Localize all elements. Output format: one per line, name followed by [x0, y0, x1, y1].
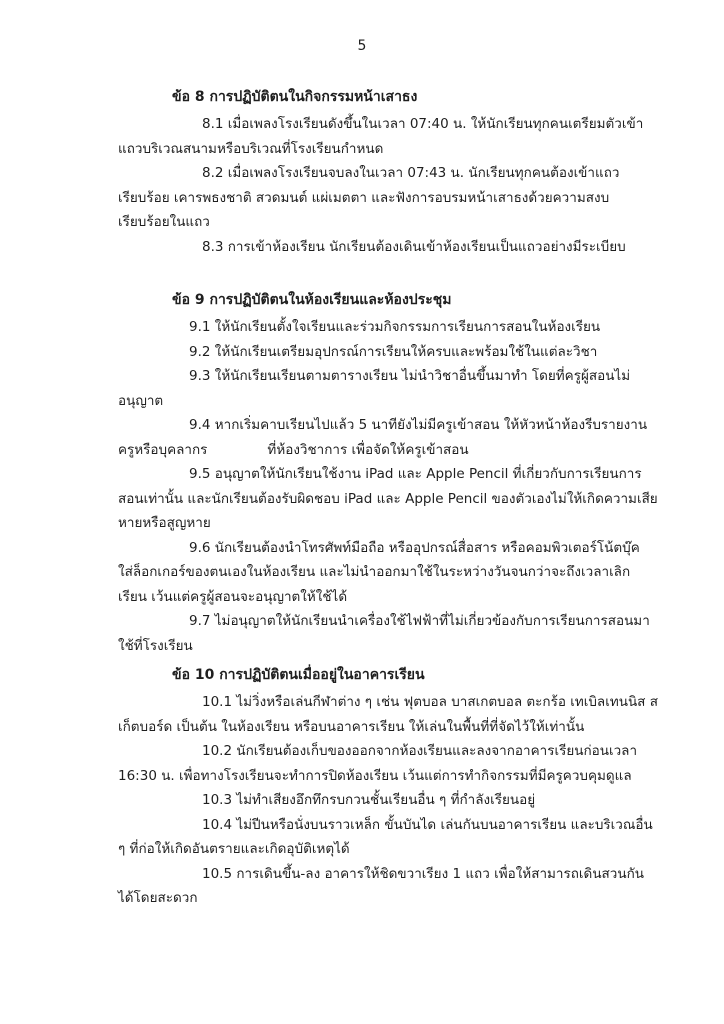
paragraph-9-4-text: 9.4 หากเริ่มคาบเรียนไปแล้ว 5 นาทียังไม่มีครูเข้าสอน ให้หัวหน้าห้องรีบรายงานครูหรือบุคลากร — [118, 417, 648, 458]
section-8 — [118, 86, 658, 259]
paragraph-10-2: 10.2 นักเรียนต้องเก็บของออกจากห้องเรียนและลงจากอาคารเรียนก่อนเวลา 16:30 น. เพื่อทางโรงเรียนจะทำการปิดห้องเรียน เว้นแต่การทำกิจกรรมที่มีครูควบคุมดูแล — [118, 743, 638, 784]
section-title: ข้อ 9 การปฏิบัติตนในห้องเรียนและห้องประชุม — [172, 292, 452, 308]
section-9 — [118, 289, 658, 658]
paragraph-10-1: 10.1 ไม่วิ่งหรือเล่นกีฬาต่าง ๆ เช่น ฟุตบอล บาสเกตบอล ตะกร้อ เทเบิลเทนนิส สเก็ตบอร์ด เป็นต้น ในห้องเรียน หรือบนอาคารเรียน ให้เล่นในพื้นที่ที่จัดไว้ให้เท่านั้น — [118, 694, 658, 735]
document-body — [118, 86, 658, 941]
paragraph-9-5: 9.5 อนุญาตให้นักเรียนใช้งาน iPad และ Apple Pencil ที่เกี่ยวกับการเรียนการสอนเท่านั้น และนักเรียนต้องรับผิดชอบ iPad และ Apple Pencil ของตัวเองไม่ให้เกิดความเสียหายหรือสูญหาย — [118, 466, 658, 531]
paragraph-9-6: 9.6 นักเรียนต้องนำโทรศัพท์มือถือ หรืออุปกรณ์สื่อสาร หรือคอมพิวเตอร์โน้ตบุ๊ค ใส่ล็อกเกอร์ของตนเองในห้องเรียน และไม่นำออกมาใช้ในระหว่างวันจนกว่าจะถึงเวลาเลิกเรียน เว้นแต่ครูผู้สอนจะอนุญาตให้ใช้ได้ — [118, 539, 640, 605]
paragraph-8-1: 8.1 เมื่อเพลงโรงเรียนดังขึ้นในเวลา 07:40 น. ให้นักเรียนทุกคนเตรียมตัวเข้าแถวบริเวณสนามหรือบริเวณที่โรงเรียนกำหนด — [118, 116, 644, 157]
paragraph-9-1: 9.1 ให้นักเรียนตั้งใจเรียนและร่วมกิจกรรมการเรียนการสอนในห้องเรียน — [189, 319, 601, 335]
paragraph-9-4 — [118, 413, 658, 462]
paragraph-10-5: 10.5 การเดินขึ้น-ลง อาคารให้ชิดขวาเรียง 1 แถว เพื่อให้สามารถเดินสวนกันได้โดยสะดวก — [118, 865, 644, 906]
section-title: ข้อ 8 การปฏิบัติตนในกิจกรรมหน้าเสาธง — [172, 89, 418, 105]
paragraph-9-4-tail: ที่ห้องวิชาการ เพื่อจัดให้ครูเข้าสอน — [267, 441, 469, 458]
paragraph-8-2: 8.2 เมื่อเพลงโรงเรียนจบลงในเวลา 07:43 น. นักเรียนทุกคนต้องเข้าแถวเรียบร้อย เคารพธงชาติ สวดมนต์ แผ่เมตตา และฟังการอบรมหน้าเสาธงด้วยความสงบเรียบร้อยในแถว — [118, 165, 620, 230]
paragraph-10-3: 10.3 ไม่ทำเสียงอึกทึกรบกวนชั้นเรียนอื่น ๆ ที่กำลังเรียนอยู่ — [202, 792, 536, 808]
section-title: ข้อ 10 การปฏิบัติตนเมื่ออยู่ในอาคารเรียน — [172, 667, 425, 683]
paragraph-9-2: 9.2 ให้นักเรียนเตรียมอุปกรณ์การเรียนให้ครบและพร้อมใช้ในแต่ละวิชา — [189, 343, 598, 360]
paragraph-9-3: 9.3 ให้นักเรียนเรียนตามตารางเรียน ไม่นำวิชาอื่นขึ้นมาทำ โดยที่ครูผู้สอนไม่อนุญาต — [118, 368, 631, 409]
paragraph-8-3: 8.3 การเข้าห้องเรียน นักเรียนต้องเดินเข้าห้องเรียนเป็นแถวอย่างมีระเบียบ — [202, 238, 626, 255]
paragraph-9-7: 9.7 ไม่อนุญาตให้นักเรียนนำเครื่องใช้ไฟฟ้าที่ไม่เกี่ยวข้องกับการเรียนการสอนมาใช้ที่โรงเรียน — [118, 613, 650, 654]
page-number: 5 — [357, 38, 367, 54]
paragraph-10-4: 10.4 ไม่ปีนหรือนั่งบนราวเหล็ก ขั้นบันได เล่นกันบนอาคารเรียน และบริเวณอื่น ๆ ที่ก่อให้เกิดอันตรายและเกิดอุบัติเหตุได้ — [118, 816, 653, 857]
section-10 — [118, 664, 658, 911]
